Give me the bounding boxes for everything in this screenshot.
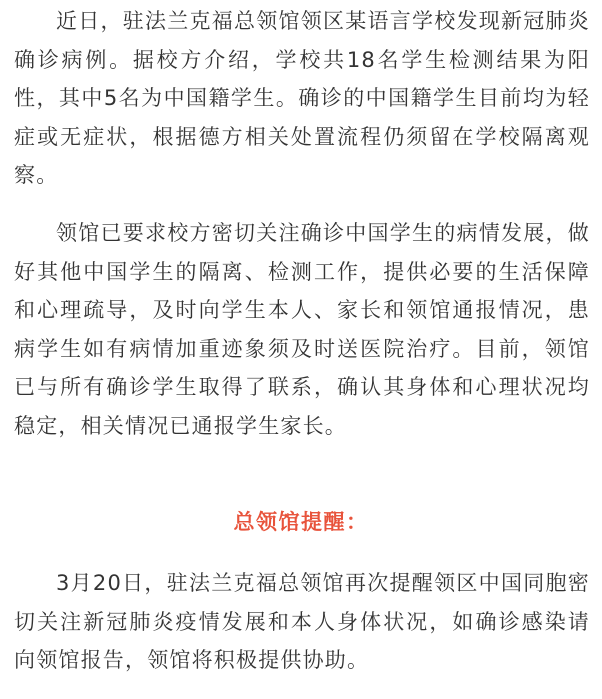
paragraph-consulate-actions: 领馆已要求校方密切关注确诊中国学生的病情发展，做好其他中国学生的隔离、检测工作，提供必要的生活保障和心理疏导，及时向学生本人、家长和领馆通报情况，患病学生如有病情加重迹象须及时送医院治疗。目前，领馆已与所有确诊学生取得了联系，确认其身体和心理状况均稳定，相关情况已通报学生家长。 [14, 221, 590, 438]
paragraph-reminder: 3月20日，驻法兰克福总领馆再次提醒领区中国同胞密切关注新冠肺炎疫情发展和本人身体状况，如确诊感染请向领馆报告，领馆将积极提供协助。 [14, 571, 590, 672]
paragraph-case-report: 近日，驻法兰克福总领馆领区某语言学校发现新冠肺炎确诊病例。据校方介绍，学校共18名学生检测结果为阳性，其中5名为中国籍学生。确诊的中国籍学生目前均为轻症或无症状，根据德方相关处置流程仍须留在学校隔离观察。 [14, 9, 590, 187]
reminder-heading: 总领馆提醒： [233, 510, 369, 534]
